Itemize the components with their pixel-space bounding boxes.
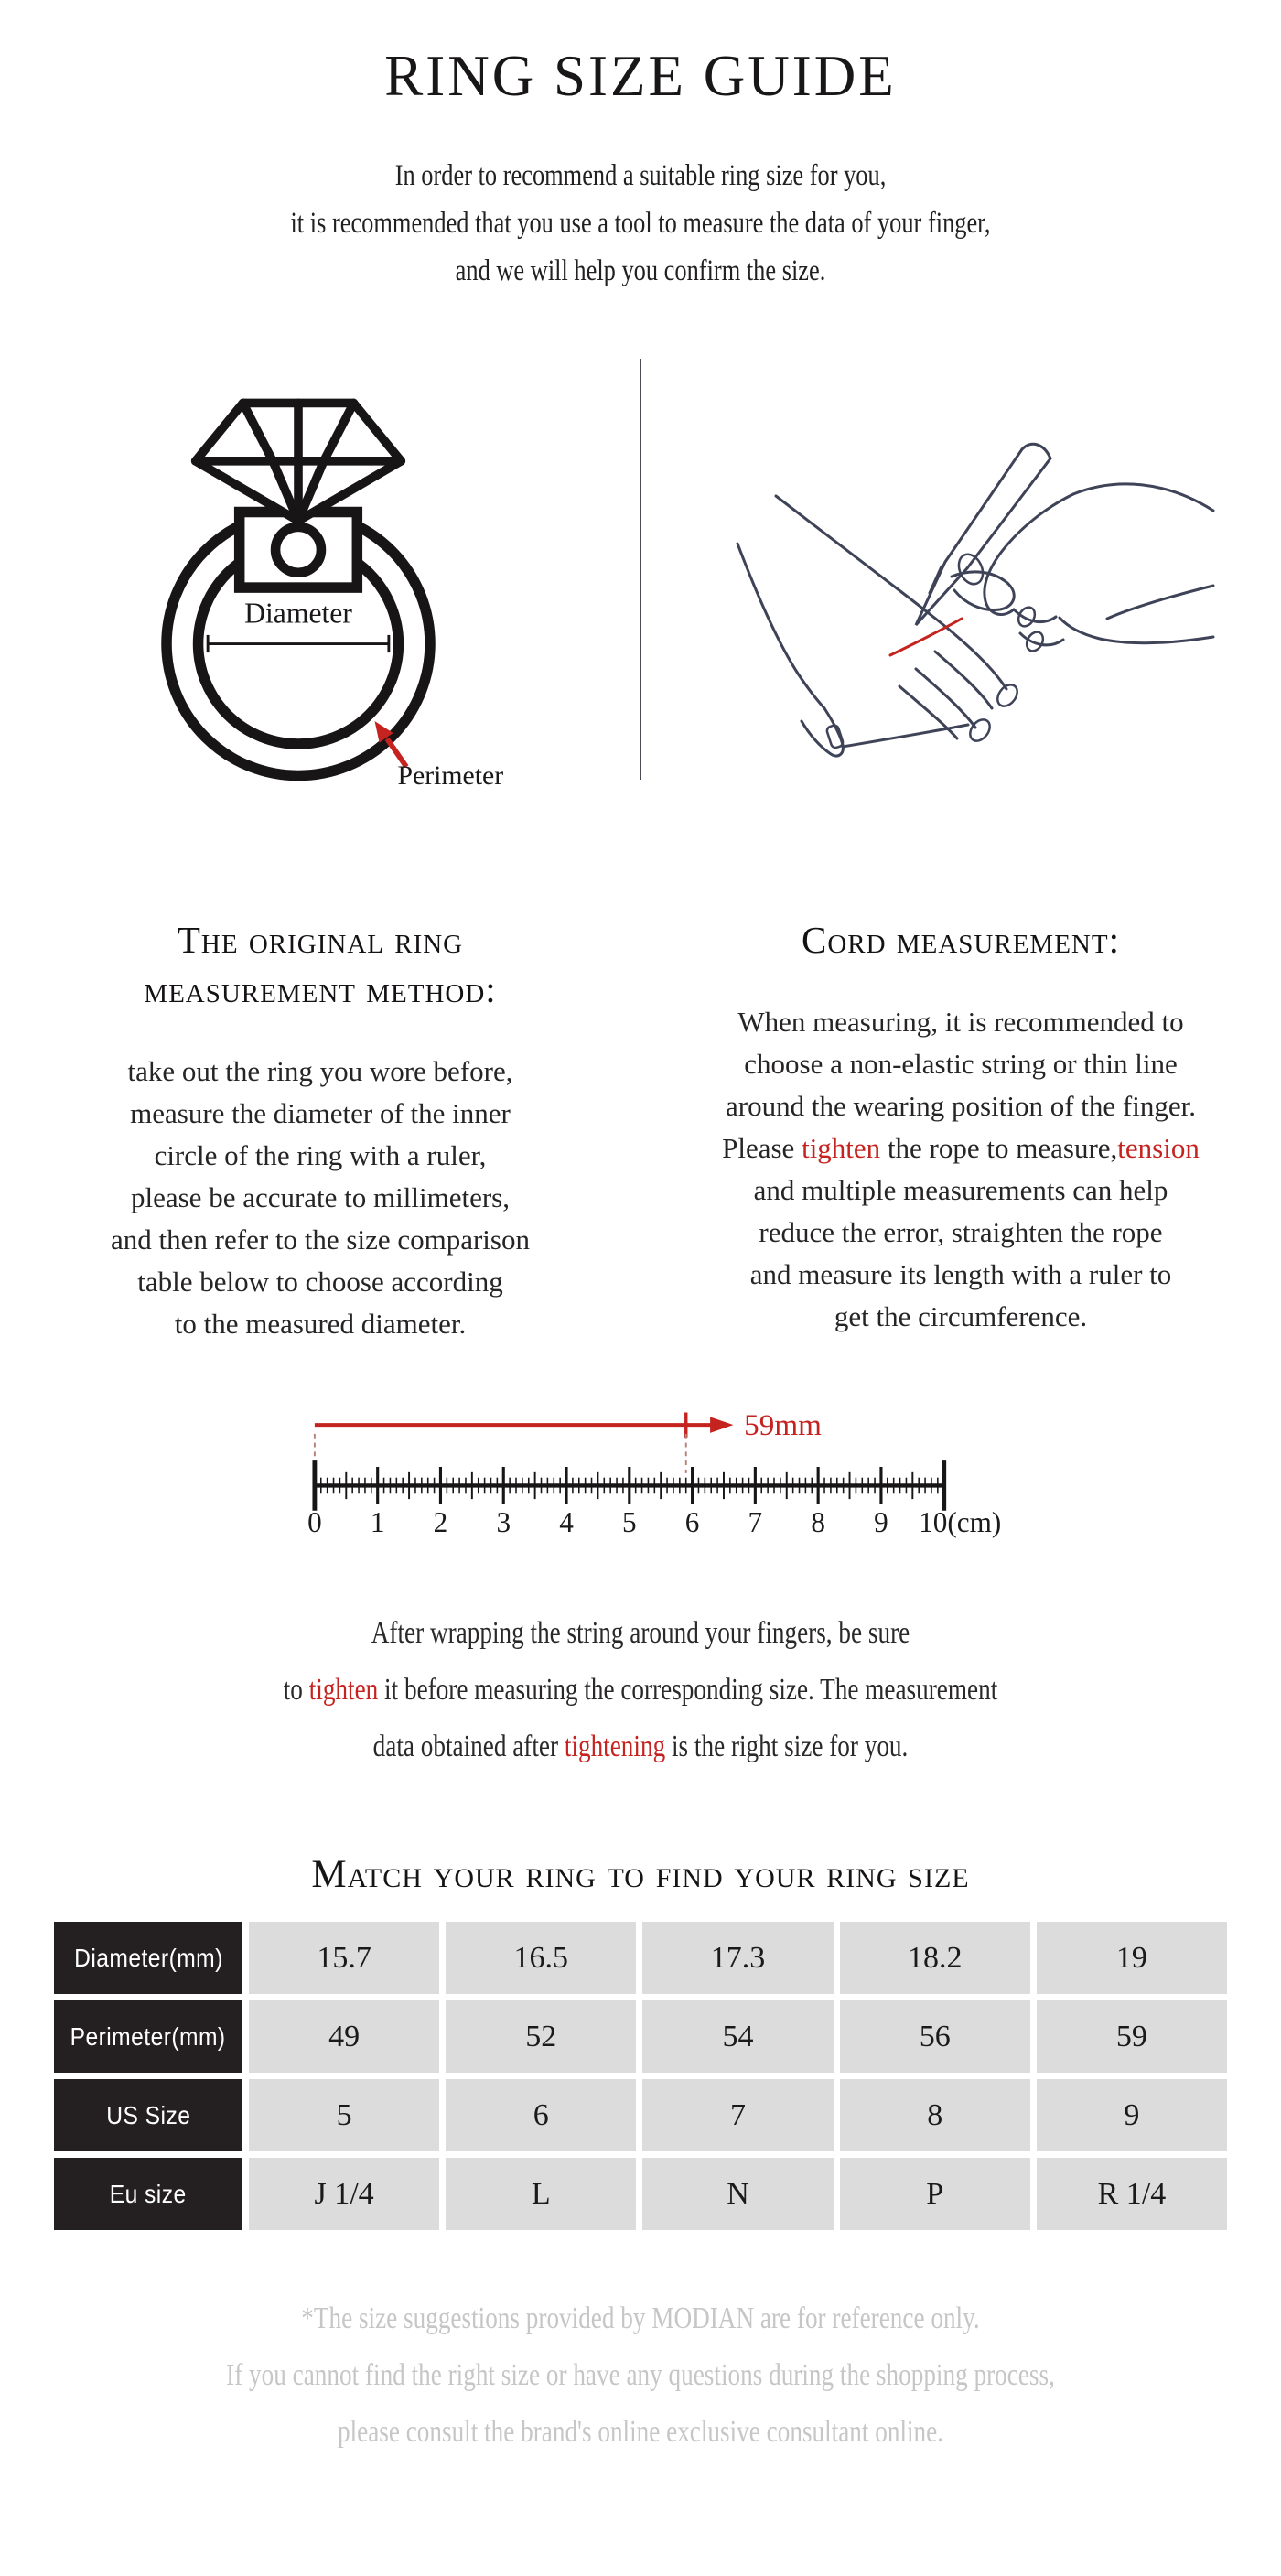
tick-label: 1 bbox=[370, 1506, 385, 1539]
table-row-header bbox=[54, 2079, 242, 2151]
intro-line: and we will help you confirm the size. bbox=[455, 254, 826, 287]
table-cell: 9 bbox=[1037, 2079, 1227, 2151]
row-label: US Size bbox=[105, 2100, 191, 2129]
original-method-heading bbox=[0, 915, 640, 1014]
body-line: table below to choose according bbox=[137, 1266, 503, 1298]
table-cell: J 1/4 bbox=[249, 2158, 439, 2230]
table-cell: 54 bbox=[642, 2000, 833, 2073]
table-cell: 59 bbox=[1037, 2000, 1227, 2073]
red-measure-indicator bbox=[315, 1408, 822, 1473]
ring-size-guide-page bbox=[0, 42, 1281, 2461]
tick-label: 9 bbox=[874, 1506, 888, 1539]
table-cell: N bbox=[642, 2158, 833, 2230]
tick-label: 5 bbox=[622, 1506, 637, 1539]
cord-method-body bbox=[640, 1001, 1281, 1338]
note-line: After wrapping the string around your fingers, be sure bbox=[371, 1616, 910, 1650]
heading-line: measurement method: bbox=[144, 968, 497, 1010]
body-line: and measure its length with a ruler to bbox=[749, 1258, 1172, 1290]
footer-line: please consult the brand's online exclusive consultant online. bbox=[337, 2415, 944, 2449]
page-title: RING SIZE GUIDE bbox=[384, 44, 897, 108]
table-row-header bbox=[54, 2158, 242, 2230]
mount-hole bbox=[275, 527, 321, 573]
diameter-label: Diameter bbox=[244, 597, 352, 630]
ruler-ticks bbox=[315, 1467, 944, 1504]
table-cell: 7 bbox=[642, 2079, 833, 2151]
body-line: take out the ring you wore before, bbox=[127, 1055, 513, 1087]
heading-line: The original ring bbox=[177, 919, 464, 961]
body-line: to the measured diameter. bbox=[174, 1308, 467, 1340]
hand-line-art bbox=[737, 444, 1213, 756]
intro-line: In order to recommend a suitable ring size for you, bbox=[394, 159, 887, 192]
ruler-diagram bbox=[274, 1393, 1006, 1540]
body-line: and multiple measurements can help bbox=[753, 1174, 1168, 1206]
body-line: reduce the error, straighten the rope bbox=[759, 1216, 1163, 1248]
table-cell: 49 bbox=[249, 2000, 439, 2073]
table-row-header bbox=[54, 2000, 242, 2073]
ring-figure-column bbox=[0, 355, 640, 844]
original-method-body bbox=[0, 1051, 640, 1345]
body-line: choose a non-elastic string or thin line bbox=[744, 1048, 1178, 1080]
red-measure-mark bbox=[890, 619, 962, 655]
ring-diagram-illustration bbox=[101, 361, 540, 818]
tick-label: 3 bbox=[496, 1506, 511, 1539]
after-ruler-note bbox=[0, 1605, 1281, 1775]
cord-method-section bbox=[640, 915, 1281, 1345]
table-cell: 52 bbox=[446, 2000, 636, 2073]
tick-label: 7 bbox=[748, 1506, 763, 1539]
vertical-divider bbox=[640, 359, 641, 780]
ruler-marker-label: 59mm bbox=[744, 1407, 822, 1442]
table-cell: 19 bbox=[1037, 1922, 1227, 1994]
body-line: around the wearing position of the finger. bbox=[726, 1090, 1196, 1122]
tick-label: 6 bbox=[684, 1506, 700, 1539]
intro-paragraph bbox=[0, 152, 1281, 295]
row-label: Eu size bbox=[110, 2179, 187, 2208]
table-cell: 8 bbox=[840, 2079, 1030, 2151]
footer-line: *The size suggestions provided by MODIAN are for reference only. bbox=[301, 2301, 980, 2335]
diamond-icon bbox=[196, 403, 402, 521]
table-row-header bbox=[54, 1922, 242, 1994]
tick-label: 4 bbox=[559, 1506, 574, 1539]
table-cell: 17.3 bbox=[642, 1922, 833, 1994]
heading-line: Cord measurement: bbox=[802, 919, 1120, 961]
body-line: measure the diameter of the inner bbox=[130, 1097, 511, 1129]
note-line: data obtained after tightening is the right size for you. bbox=[372, 1730, 909, 1763]
table-cell: 6 bbox=[446, 2079, 636, 2151]
row-label: Diameter(mm) bbox=[73, 1943, 223, 1972]
body-line: please be accurate to millimeters, bbox=[130, 1181, 510, 1213]
table-cell: 56 bbox=[840, 2000, 1030, 2073]
hands-illustration bbox=[705, 425, 1217, 809]
table-cell: P bbox=[840, 2158, 1030, 2230]
footer-line: If you cannot find the right size or have any questions during the shopping process, bbox=[226, 2358, 1055, 2392]
body-line: Please tighten the rope to measure,tension bbox=[722, 1132, 1200, 1164]
size-table bbox=[54, 1922, 1227, 2230]
cord-method-heading bbox=[640, 915, 1281, 965]
tick-label: 10(cm) bbox=[919, 1506, 1002, 1539]
diameter-annotation bbox=[208, 597, 389, 652]
hands-figure-column bbox=[640, 355, 1281, 844]
row-label: Perimeter(mm) bbox=[70, 2021, 226, 2051]
ruler-section bbox=[0, 1393, 1281, 1545]
ruler-labels bbox=[307, 1506, 1001, 1538]
body-line: When measuring, it is recommended to bbox=[737, 1006, 1184, 1038]
note-line: to tighten it before measuring the corresponding size. The measurement bbox=[283, 1673, 998, 1707]
tick-label: 2 bbox=[433, 1506, 448, 1539]
tick-label: 0 bbox=[307, 1506, 322, 1539]
table-cell: R 1/4 bbox=[1037, 2158, 1227, 2230]
red-arrow-icon bbox=[710, 1417, 733, 1433]
size-table-heading: Match your ring to find your ring size bbox=[311, 1853, 970, 1896]
methods-row bbox=[0, 915, 1281, 1345]
intro-line: it is recommended that you use a tool to measure the data of your finger, bbox=[290, 207, 991, 240]
body-line: circle of the ring with a ruler, bbox=[154, 1139, 487, 1171]
table-cell: L bbox=[446, 2158, 636, 2230]
perimeter-label: Perimeter bbox=[397, 760, 504, 792]
table-cell: 16.5 bbox=[446, 1922, 636, 1994]
illustrations-row bbox=[0, 355, 1281, 844]
original-method-section bbox=[0, 915, 640, 1345]
table-cell: 5 bbox=[249, 2079, 439, 2151]
table-cell: 15.7 bbox=[249, 1922, 439, 1994]
footer-disclaimer bbox=[0, 2290, 1281, 2461]
table-cell: 18.2 bbox=[840, 1922, 1030, 1994]
body-line: get the circumference. bbox=[834, 1300, 1088, 1332]
body-line: and then refer to the size comparison bbox=[111, 1223, 530, 1256]
tick-label: 8 bbox=[811, 1506, 825, 1539]
